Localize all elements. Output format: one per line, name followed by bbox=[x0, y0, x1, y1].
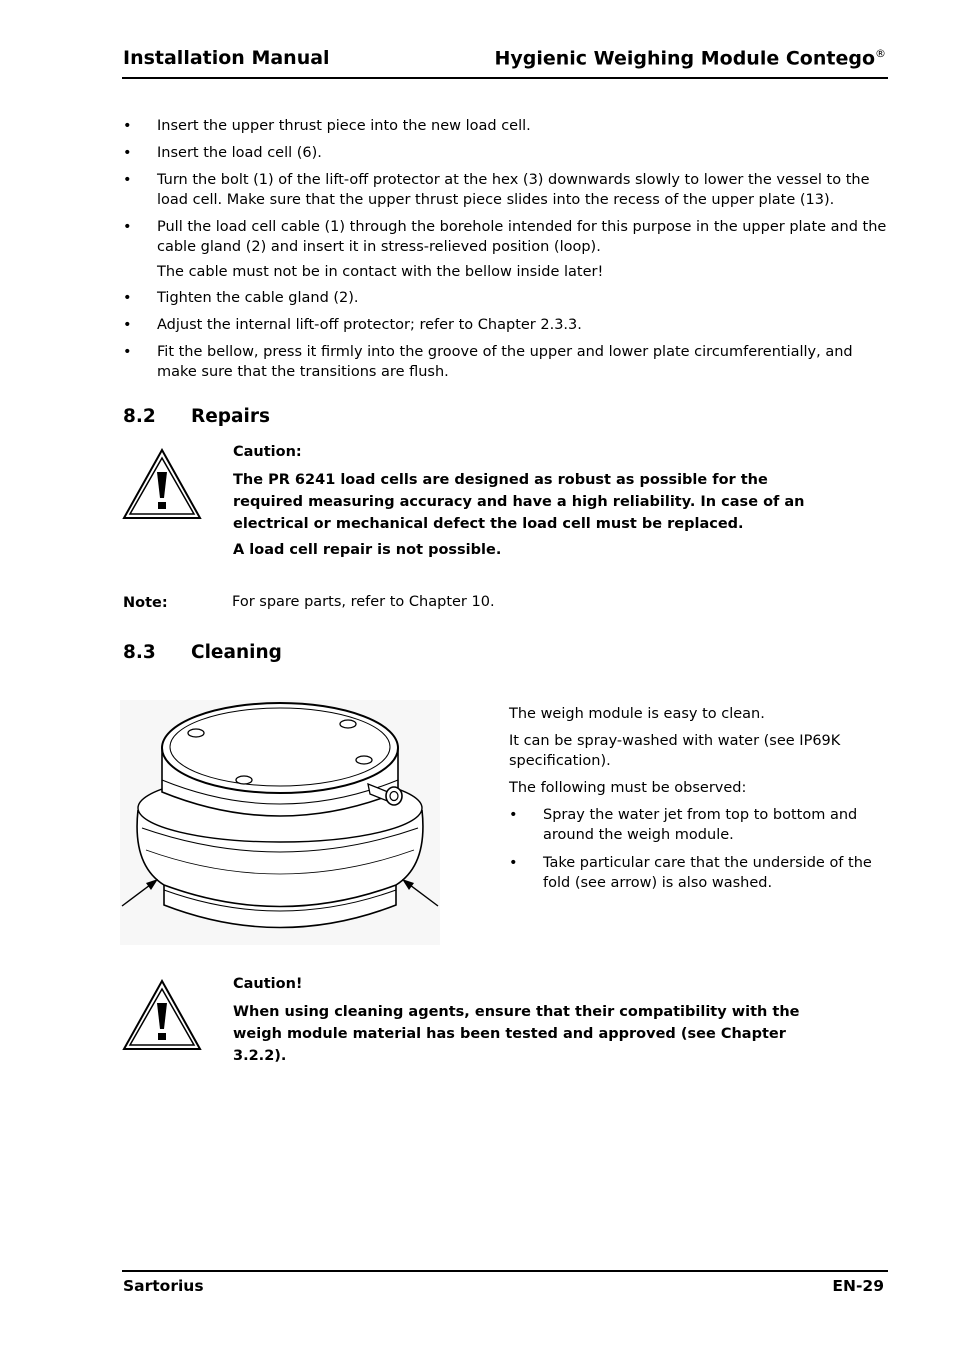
caution-label: Caution! bbox=[233, 976, 303, 992]
footer-company: Sartorius bbox=[123, 1277, 204, 1295]
section-heading-cleaning bbox=[123, 642, 282, 663]
warning-triangle-icon bbox=[122, 448, 202, 520]
step-list bbox=[123, 116, 888, 389]
caution-text-2: A load cell repair is not possible. bbox=[233, 542, 502, 558]
caution-text: The PR 6241 load cells are designed as robust as possible for the required measuring accuracy and have a high reliability. In case of an electrical or mechanical defect the load cell must be replaced. bbox=[233, 472, 805, 532]
note-label: Note: bbox=[123, 595, 168, 611]
cleaning-para-3: The following must be observed: bbox=[509, 780, 747, 796]
section-number: 8.2 bbox=[123, 406, 156, 427]
header-title: Installation Manual bbox=[123, 47, 330, 69]
list-item bbox=[123, 116, 888, 136]
warning-triangle-icon bbox=[122, 979, 202, 1051]
list-item bbox=[123, 217, 888, 257]
header-product-name: Hygienic Weighing Module Contego bbox=[494, 47, 875, 70]
bullet: • bbox=[123, 317, 132, 333]
bullet: • bbox=[123, 219, 132, 235]
section-number: 8.3 bbox=[123, 642, 156, 663]
list-item bbox=[123, 315, 888, 335]
list-item-text: Tighten the cable gland (2). bbox=[157, 290, 359, 306]
step-note: The cable must not be in contact with the bellow inside later! bbox=[157, 264, 604, 280]
caution-text: When using cleaning agents, ensure that their compatibility with the weigh module material has been tested and approved (see Chapter 3.2.2). bbox=[233, 1004, 800, 1064]
list-item-text: Pull the load cell cable (1) through the borehole intended for this purpose in the upper plate and the cable gland (2) and insert it in stress-relieved position (loop). bbox=[157, 219, 887, 255]
list-item-text: Fit the bellow, press it firmly into the groove of the upper and lower plate circumferentially, and make sure that the transitions are flush. bbox=[157, 344, 853, 380]
section-heading-repairs bbox=[123, 406, 270, 427]
list-item bbox=[123, 170, 888, 210]
list-item-text: Take particular care that the underside of the fold (see arrow) is also washed. bbox=[543, 855, 872, 891]
list-item bbox=[509, 853, 879, 893]
list-item bbox=[123, 288, 888, 308]
bullet: • bbox=[123, 344, 132, 360]
page-number: EN-29 bbox=[832, 1277, 884, 1295]
bullet: • bbox=[123, 172, 132, 188]
cleaning-text bbox=[509, 704, 879, 901]
bullet: • bbox=[123, 290, 132, 306]
cleaning-caution bbox=[233, 973, 813, 1071]
list-item-text: Turn the bolt (1) of the lift-off protector at the hex (3) downwards slowly to lower the vessel to the load cell. Make sure that the upper thrust piece slides into the recess of the upper plate (13). bbox=[157, 172, 870, 208]
list-item bbox=[509, 805, 879, 845]
list-item bbox=[123, 143, 888, 163]
bullet: • bbox=[123, 118, 132, 134]
footer-rule bbox=[122, 1270, 888, 1272]
list-item-text: Insert the load cell (6). bbox=[157, 145, 322, 161]
section-title: Cleaning bbox=[191, 642, 282, 663]
list-item bbox=[123, 342, 888, 382]
list-item-text: Adjust the internal lift-off protector; refer to Chapter 2.3.3. bbox=[157, 317, 582, 333]
registered-mark: ® bbox=[875, 47, 886, 60]
caution-label: Caution: bbox=[233, 444, 302, 460]
list-item-text: Spray the water jet from top to bottom and around the weigh module. bbox=[543, 807, 858, 843]
bullet: • bbox=[509, 807, 518, 823]
cleaning-para-1: The weigh module is easy to clean. bbox=[509, 706, 765, 722]
section-title: Repairs bbox=[191, 406, 270, 427]
cleaning-bullet-list bbox=[509, 805, 879, 893]
list-item-text: Insert the upper thrust piece into the new load cell. bbox=[157, 118, 531, 134]
repairs-caution bbox=[233, 441, 813, 565]
header-rule bbox=[122, 77, 888, 79]
weigh-module-illustration bbox=[120, 700, 440, 945]
header-product bbox=[494, 47, 886, 69]
bullet: • bbox=[509, 855, 518, 871]
note-text: For spare parts, refer to Chapter 10. bbox=[232, 594, 495, 610]
cleaning-para-2: It can be spray-washed with water (see IP69K specification). bbox=[509, 733, 841, 769]
bullet: • bbox=[123, 145, 132, 161]
